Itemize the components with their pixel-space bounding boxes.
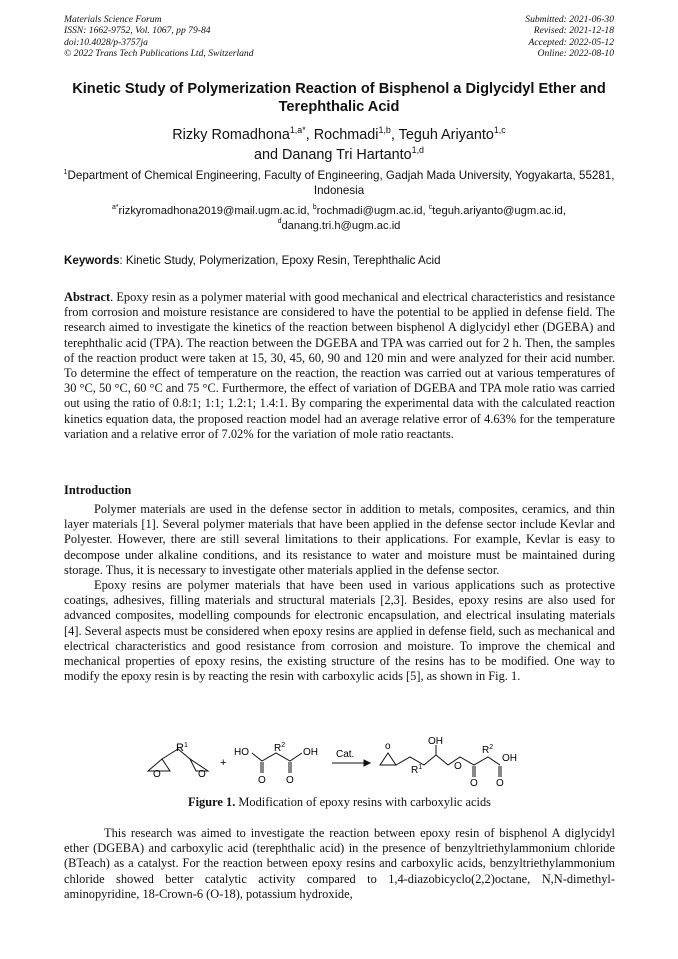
journal-issn: ISSN: 1662-9752, Vol. 1067, pp 79-84 [64, 25, 211, 37]
affiliation-sup: 1 [63, 166, 68, 176]
journal-header-left [64, 14, 254, 59]
author-list [60, 125, 618, 165]
figure-label: Figure 1. [188, 795, 236, 809]
figure-caption [64, 795, 615, 810]
acid-oh-label: OH [303, 747, 318, 758]
copyright-line: © 2022 Trans Tech Publications Ltd, Switzerland [64, 47, 254, 59]
product-ester-o: O [454, 761, 462, 772]
introduction-continued [64, 826, 615, 902]
online-date: Online: 2022-08-10 [537, 47, 614, 59]
email-sup: b [312, 203, 317, 211]
keywords-text: : Kinetic Study, Polymerization, Epoxy Resin, Terephthalic Acid [119, 254, 441, 267]
reaction-arrow [332, 760, 370, 766]
epoxide-o-left: O [153, 769, 161, 780]
acid-carbonyl-o-left: O [258, 775, 266, 786]
email-sup: d [277, 218, 282, 226]
revised-date: Revised: 2021-12-18 [533, 25, 614, 37]
author-name: Teguh Ariyanto [398, 127, 494, 143]
introduction-heading: Introduction [64, 483, 132, 497]
author-sup: 1,c [493, 124, 506, 135]
author-name: Rochmadi [313, 127, 379, 143]
introduction-body [64, 502, 615, 684]
abstract-text: . Epoxy resin as a polymer material with good mechanical and electrical characteristics and resistance from corrosion and moisture resistance are considered to have the potential to be applied in defense field. The research aimed to investigate the kinetics of the reaction between bisphenol A diglycidyl ether (DGEBA) and terephthalic acid (TPA). The reaction between the DGEBA and TPA was carried out for 2 h. Then, the samples of the reaction product were taken at 15, 30, 45, 60, 90 and 120 min and were analyzed for their acid number. To determine the effect of temperature on the reaction, the reaction was carried out at various temperatures of 30 °C, 50 °C, 60 °C and 75 °C. Furthermore, the effect of variation of DGEBA and TPA mole ratio was carried out using the ratio of 0.8:1; 1:1; 1.2:1; 1.4:1. By comparing the experimental data with the calculated reaction kinetics equation data, the proposed reaction model had an average relative error of 4.63% for the temperature variation and a relative error of 7.02% for the variation of mole ratio reactants. [64, 290, 615, 441]
keywords-label: Keywords [64, 254, 120, 267]
doi-link[interactable]: doi:10.4028/p-3757ja [64, 36, 148, 48]
product-carbonyl-o-right: O [496, 778, 504, 787]
author-sup: 1,b [378, 124, 391, 135]
author-line-2 [60, 145, 618, 165]
product-epoxide-o: o [385, 741, 391, 752]
figure-caption-text: Modification of epoxy resins with carboxylic acids [235, 795, 491, 809]
author-name: Rizky Romadhona [172, 127, 290, 143]
abstract-label: Abstract [64, 290, 111, 304]
plus-sign: + [220, 757, 227, 769]
product-carbonyl-o-left: O [470, 778, 478, 787]
author-line-1 [60, 125, 618, 145]
intro-paragraph-1: Polymer materials are used in the defense sector in addition to metals, composites, ceramics, and thin layer materials [1]. Several polymer materials that have been applied in the defense sector include Kevlar and Polyester. However, there are still several limitations to their applications. For example, Kevlar is easy to decompose under alkaline conditions, and its resistance to water and moisture must be maintained during storage. Thus, it is necessary to investigate other materials applied in the defense sector. [64, 502, 615, 577]
paper-title: Kinetic Study of Polymerization Reaction of Bisphenol a Diglycidyl Ether and Terephthalic Acid [72, 81, 606, 115]
author-name: and Danang Tri Hartanto [254, 147, 412, 163]
r2-label: $R^2$ [274, 742, 286, 754]
r1-label: $R^1$ [176, 742, 188, 754]
epoxide-o-right: O [198, 769, 206, 780]
accepted-date: Accepted: 2022-05-12 [528, 36, 614, 48]
product-hydroxyl-label: OH [428, 736, 443, 747]
affiliation [60, 168, 618, 198]
journal-header-right [525, 14, 614, 59]
email-link[interactable]: rizkyromadhona2019@mail.ugm.ac.id, [118, 205, 313, 217]
affiliation-text: Department of Chemical Engineering, Faculty of Engineering, Gadjah Mada University, Yogyakarta, 55281, Indonesia [67, 169, 615, 197]
email-link[interactable]: danang.tri.h@ugm.ac.id [281, 219, 401, 232]
product-acid-oh-label: OH [502, 753, 517, 764]
reaction-scheme-figure [140, 735, 540, 787]
author-sup: 1,d [411, 144, 424, 155]
email-sup: c [428, 203, 433, 211]
product-r2-label: $R^2$ [482, 744, 494, 756]
email-link[interactable]: teguh.ariyanto@ugm.ac.id, [432, 205, 567, 217]
author-emails [60, 204, 618, 233]
catalyst-label: Cat. [336, 749, 355, 760]
journal-name: Materials Science Forum [64, 14, 162, 25]
acid-ho-label: HO [234, 747, 249, 758]
submitted-date: Submitted: 2021-06-30 [525, 14, 614, 25]
product-r1-label: $R^1$ [411, 764, 423, 776]
email-sup: a* [111, 203, 119, 211]
intro-paragraph-2: Epoxy resins are polymer materials that have been used in various applications such as protective coatings, adhesives, filling materials and structural materials [2,3]. Besides, epoxy resins are also used for advanced composites, modelling compounds for electronic encapsulation, and electrical insulating materials [4]. Several aspects must be considered when epoxy resins are applied in defense field, such as mechanical and electrical characteristics and good resistance from corrosion and moisture. To improve the chemical and mechanical properties of epoxy resins, the existing structure of the resins has to be modified. One way to modify the epoxy resin is by reacting the resin with carboxylic acids [5], as shown in Fig. 1. [64, 578, 615, 684]
intro-paragraph-3: This research was aimed to investigate the reaction between epoxy resin of bisphenol A diglycidyl ether (DGEBA) and carboxylic acid (terephthalic acid) in the presence of benzyltriethylammonium chloride (BTeach) as a catalyst. For the reaction between epoxy resins and carboxylic acids, benzyltriethylammonium chloride showed better catalytic activity compared to 1,4-diazobicyclo(2,2)octane, N,N-dimethyl-aminopyridine, 18-Crown-6 (O-18), potassium hydroxide, [64, 826, 615, 901]
abstract [64, 290, 615, 442]
author-separator: , [305, 127, 314, 143]
author-sup: 1,a* [289, 124, 306, 135]
author-separator: , [390, 127, 399, 143]
dicarboxylic-acid-structure [252, 753, 302, 773]
acid-carbonyl-o-right: O [286, 775, 294, 786]
email-link[interactable]: rochmadi@ugm.ac.id, [316, 205, 429, 217]
keywords-line [64, 254, 616, 268]
